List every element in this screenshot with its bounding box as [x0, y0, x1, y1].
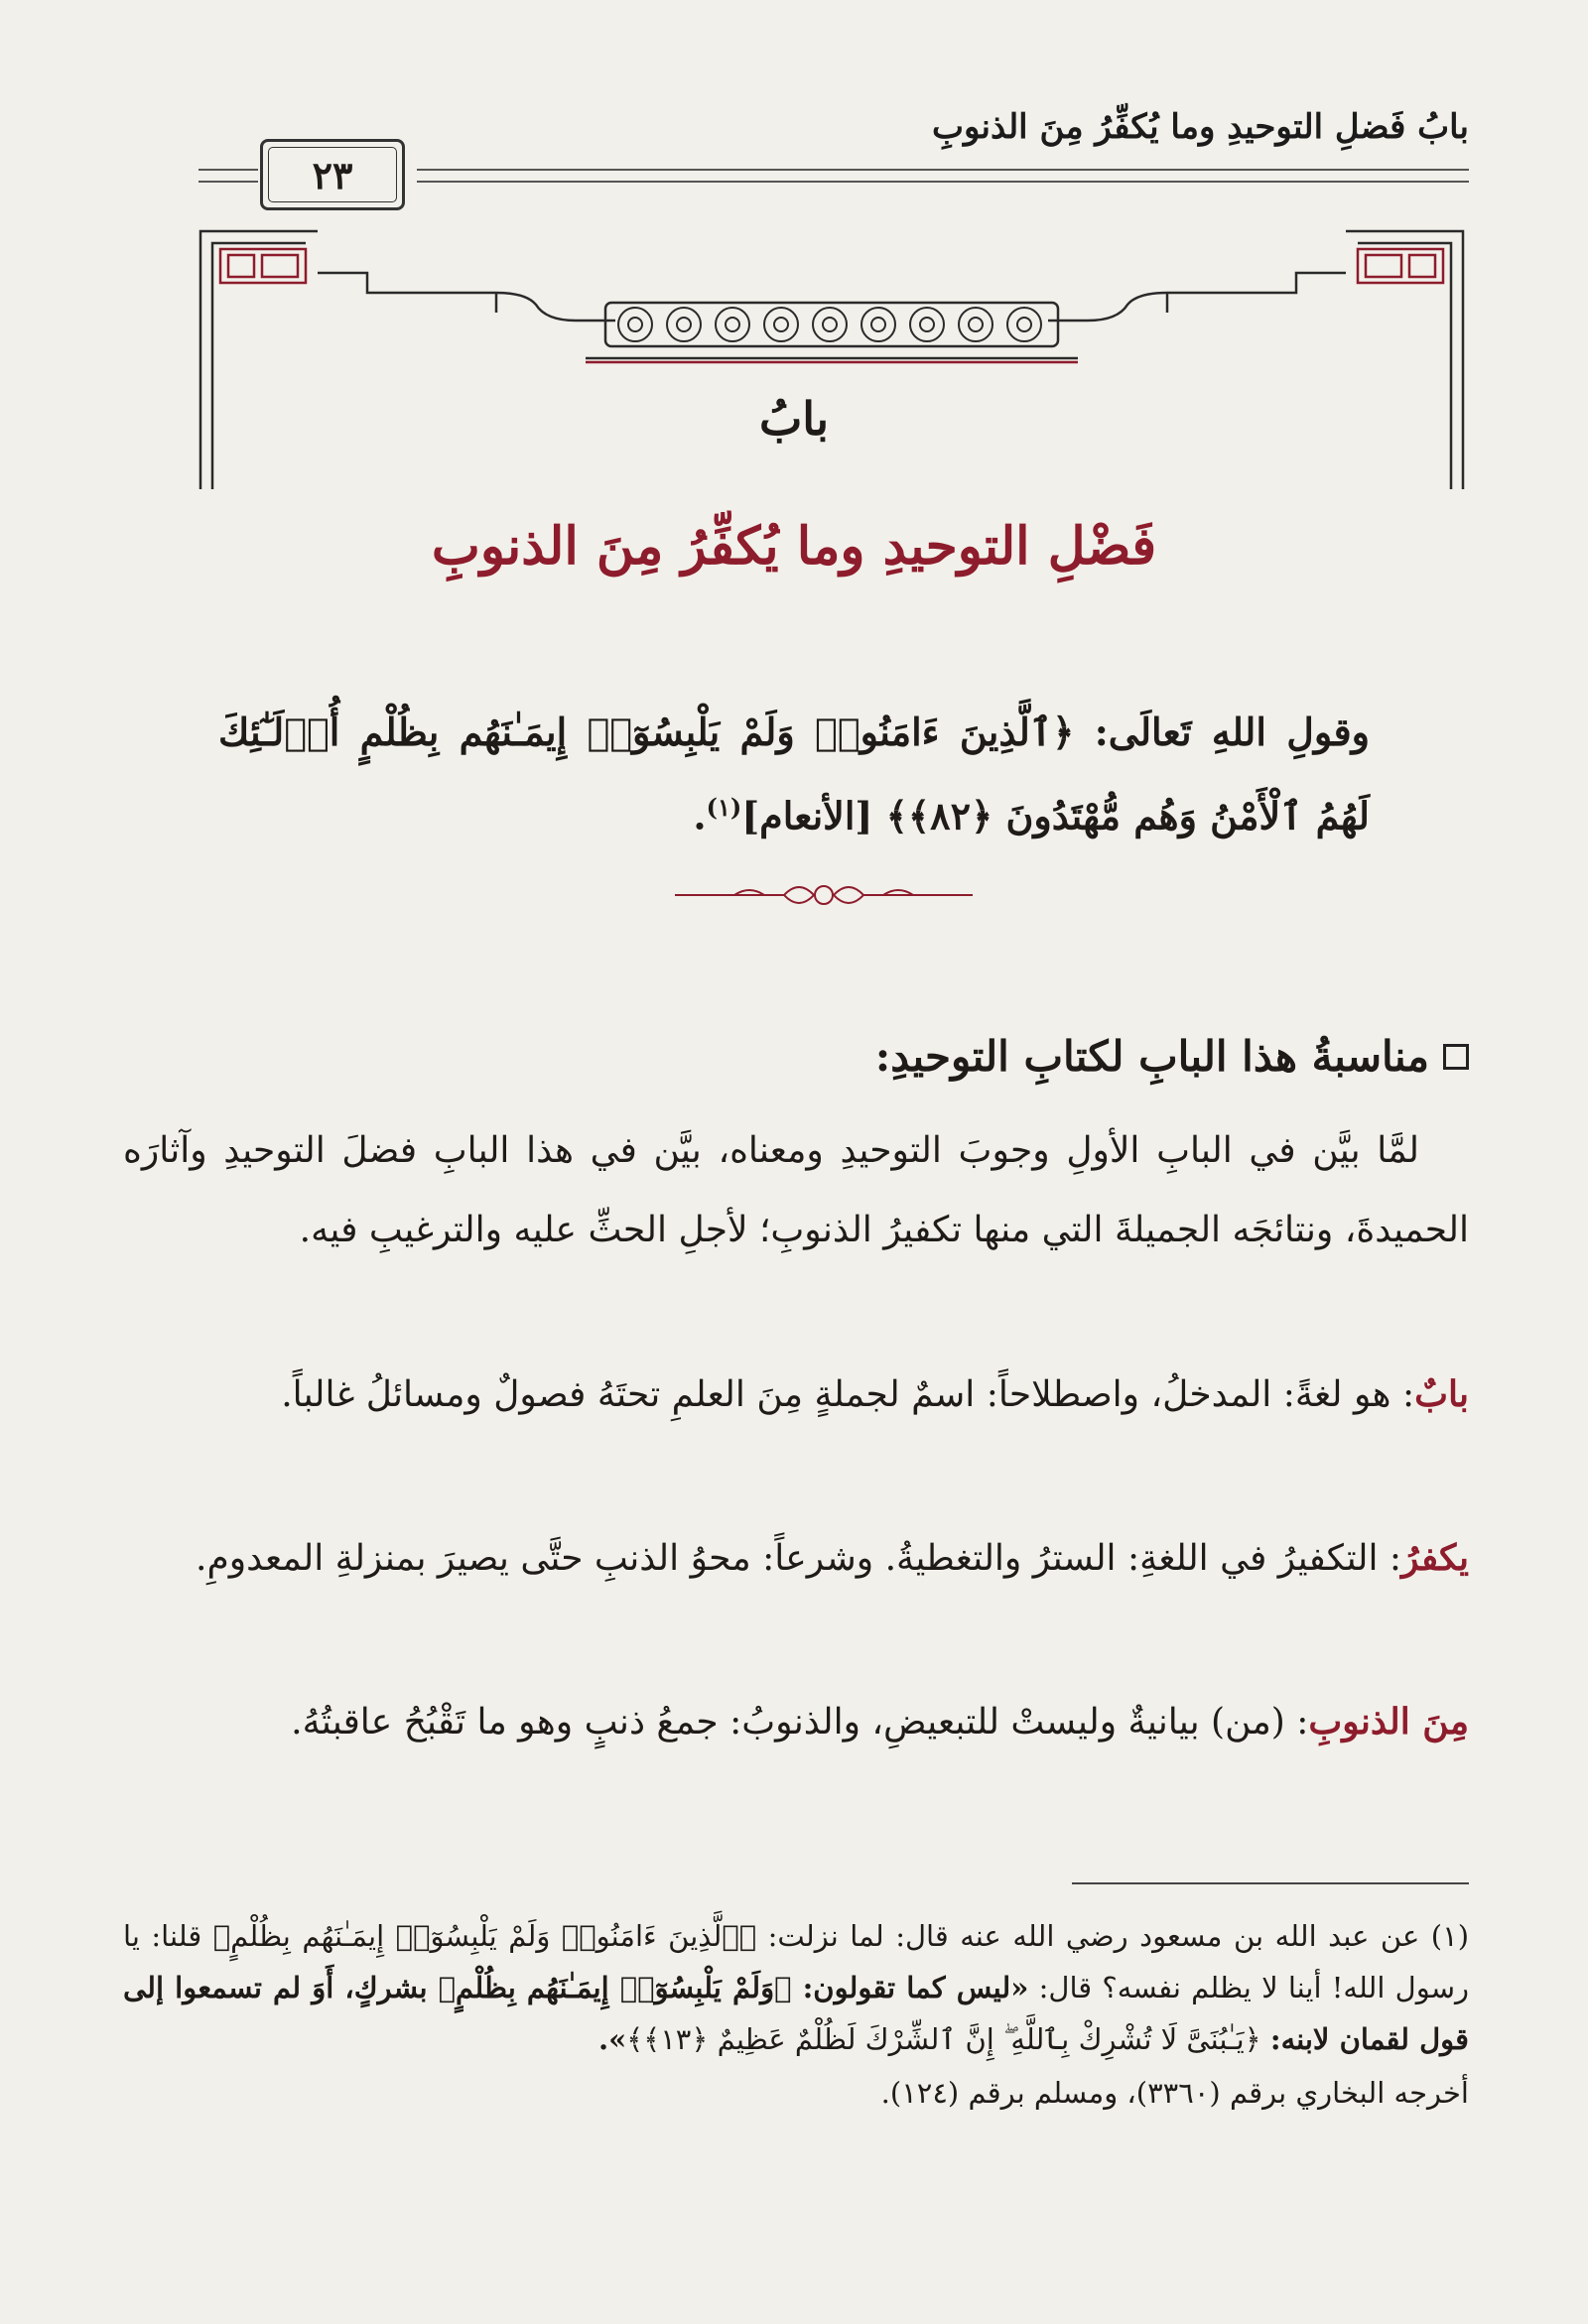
quran-verse-paragraph: وقولِ اللهِ تَعالَى: ﴿ٱلَّذِينَ ءَامَنُوا۟ وَلَمْ يَلْبِسُوٓا۟ إِيمَـٰنَهُم بِظُلْمٍ أُو۟لَـٰٓئِكَ لَهُمُ ٱلْأَمْنُ وَهُم مُّهْتَدُونَ ﴿٨٢﴾﴾ [الأنعام]$^{(١)}$.: [218, 710, 1370, 839]
verse-reference: [الأنعام]: [741, 793, 873, 839]
page-number: ٢٣: [260, 139, 405, 210]
paragraph-1-text: لمَّا بيَّن في البابِ الأولِ وجوبَ التوحيدِ ومعناه، بيَّن في هذا البابِ فضلَ التوحيدِ وآثارَه الحميدةَ، ونتائجَه الجميلةَ التي منها تكفيرُ الذنوبِ؛ لأجلِ الحثِّ عليه والترغيبِ فيه.: [123, 1130, 1469, 1250]
footnote-end: ».: [597, 2022, 627, 2056]
term-yukaffir: يكفرُ: [1401, 1537, 1469, 1579]
footnote-number: (١): [1430, 1919, 1470, 1953]
paragraph-4-text: : (من) بيانيةٌ وليستْ للتبعيضِ، والذنوبُ: جمعُ ذنبٍ وهو ما تَقْبُحُ عاقبتُهُ.: [291, 1702, 1309, 1743]
footnote-rule: [1072, 1882, 1469, 1884]
section-heading-text: مناسبةُ هذا البابِ لكتابِ التوحيدِ:: [874, 1032, 1429, 1081]
ornamental-divider: [675, 875, 973, 915]
footnote-verse: ﴿يَـٰبُنَىَّ لَا تُشْرِكْ بِٱللَّهِ ۖ إِنَّ ٱلشِّرْكَ لَظُلْمٌ عَظِيمٌ ﴿١٣﴾﴾: [626, 2022, 1261, 2056]
footnote: [123, 1910, 1469, 2119]
running-header: بابُ فَضلِ التوحيدِ وما يُكفِّرُ مِنَ الذنوبِ: [931, 107, 1469, 147]
paragraph-3-text: : التكفيرُ في اللغةِ: السترُ والتغطيةُ. وشرعاً: محوُ الذنبِ حتَّى يصيرَ بمنزلةِ المعدومِ.: [196, 1538, 1402, 1579]
section-heading: [875, 1032, 1469, 1081]
chapter-label: بابُ: [758, 392, 830, 446]
chapter-title: فَضْلِ التوحيدِ وما يُكفِّرُ مِنَ الذنوبِ: [431, 516, 1157, 577]
header-rule: [417, 169, 1469, 183]
verse-lead: وقولِ اللهِ تَعالَى:: [1094, 710, 1370, 754]
footnote-mark[interactable]: (١): [706, 793, 742, 822]
footnote-hadith: «ليس كما تقولون: ﴿وَلَمْ يَلْبِسُوٓا۟ إِيمَـٰنَهُم بِظُلْمٍ﴾ بشركٍ، أَوَ لم تسمعوا إلى قول لقمان لابنه:: [123, 1971, 1469, 2056]
paragraph-2-text: : هو لغةً: المدخلُ، واصطلاحاً: اسمٌ لجملةٍ مِنَ العلمِ تحتَهُ فصولٌ ومسائلُ غالباً.: [281, 1374, 1415, 1415]
footnote-text-1: عن عبد الله بن مسعود رضي الله عنه قال: لما نزلت: ﴿ٱلَّذِينَ ءَامَنُوا۟ وَلَمْ يَلْبِسُوٓا۟ إِيمَـٰنَهُم بِظُلْمٍ﴾ قلنا: يا رسول الله! أينا لا يظلم نفسه؟ قال:: [123, 1919, 1470, 2004]
term-bab: بابٌ: [1414, 1373, 1469, 1415]
paragraph-1: [123, 1111, 1469, 1270]
verse-text: ﴿ٱلَّذِينَ ءَامَنُوا۟ وَلَمْ يَلْبِسُوٓا۟ إِيمَـٰنَهُم بِظُلْمٍ أُو۟لَـٰٓئِكَ لَهُمُ ٱلْأَمْنُ وَهُم مُّهْتَدُونَ ﴿٨٢﴾﴾: [218, 710, 1370, 839]
paragraph-4: [123, 1682, 1469, 1762]
ornamental-frame: [198, 223, 1465, 491]
header-rule-left: [198, 169, 258, 183]
square-bullet-icon: [1443, 1044, 1469, 1070]
paragraph-3: [123, 1518, 1469, 1599]
term-min-adhdhunub: مِنَ الذنوبِ: [1308, 1701, 1469, 1743]
footnote-source: أخرجه البخاري برقم (٣٣٦٠)، ومسلم برقم (١٢٤).: [880, 2076, 1469, 2110]
paragraph-2: [123, 1355, 1469, 1435]
